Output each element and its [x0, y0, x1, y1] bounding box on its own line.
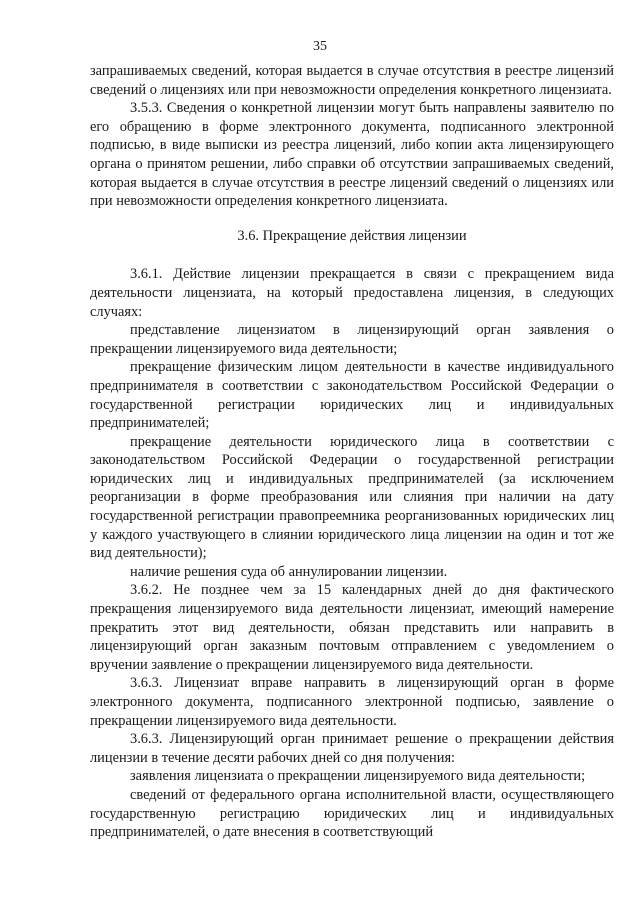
list-item-court-decision: наличие решения суда об аннулировании лицензии.	[130, 563, 448, 580]
list-item-application: представление лицензиатом в лицензирующий орган заявления о прекращении лицензируемого вида деятельности;	[90, 322, 614, 357]
paragraph-3-6-2: 3.6.2. Не позднее чем за 15 календарных дней до дня фактического прекращения лицензируемого вида деятельности лицензиат, имеющий намерение прекратить этот вид деятельности, обязан представить или направить в лицензирующий орган заказным почтовым отправлением с уведомлением о вручении заявление о прекращении лицензируемого вида деятельности.	[90, 582, 614, 673]
paragraph-3-6-1: 3.6.1. Действие лицензии прекращается в связи с прекращением вида деятельности лицензиата, на который предоставлена лицензия, в следующих случаях:	[90, 266, 614, 320]
list-item-individual-entrepreneur: прекращение физическим лицом деятельности в качестве индивидуального предпринимателя в соответствии с законодательством Российской Федерации о государственной регистрации юридических лиц и индивидуальных предпринимателей;	[90, 359, 614, 432]
list-item-legal-entity: прекращение деятельности юридического лица в соответствии с законодательством Российской Федерации о государственной регистрации юридических лиц и индивидуальных предпринимателей (за исключением реорганизации в форме преобразования или слияния при наличии на дату государственной регистрации правопреемника реорганизованных юридических лиц у каждого участвующего в слиянии юридического лица лицензии на один и тот же вид деятельности);	[90, 433, 614, 562]
list-item-federal-information: сведений от федерального органа исполнительной власти, осуществляющего государственную регистрацию юридических лиц и индивидуальных предпринимателей, о дате внесения в соответствующий	[90, 786, 614, 841]
document-body	[90, 62, 614, 842]
paragraph-continuation: запрашиваемых сведений, которая выдается в случае отсутствия в реестре лицензий сведений о лицензиях или при невозможности определения конкретного лицензиата.	[90, 63, 614, 98]
list-item-licensee-application: заявления лицензиата о прекращении лицензируемого вида деятельности;	[130, 768, 586, 785]
paragraph-3-6-3-decision: 3.6.3. Лицензирующий орган принимает решение о прекращении действия лицензии в течение десяти рабочих дней со дня получения:	[90, 731, 614, 766]
paragraph-3-5-3: 3.5.3. Сведения о конкретной лицензии могут быть направлены заявителю по его обращению в форме электронного документа, подписанного электронной подписью, в виде выписки из реестра лицензий, либо копии акта лицензирующего органа о принятом решении, либо справки об отсутствии запрашиваемых сведений, которая выдается в случае отсутствия в реестре лицензий сведений о лицензиях или при невозможности определения конкретного лицензиата.	[90, 100, 614, 210]
section-heading: 3.6. Прекращение действия лицензии	[237, 227, 467, 244]
paragraph-3-6-3-electronic: 3.6.3. Лицензиат вправе направить в лицензирующий орган в форме электронного документа, подписанного электронной подписью, заявление о прекращении лицензируемого вида деятельности.	[90, 675, 614, 729]
page-number: 35	[313, 39, 327, 54]
